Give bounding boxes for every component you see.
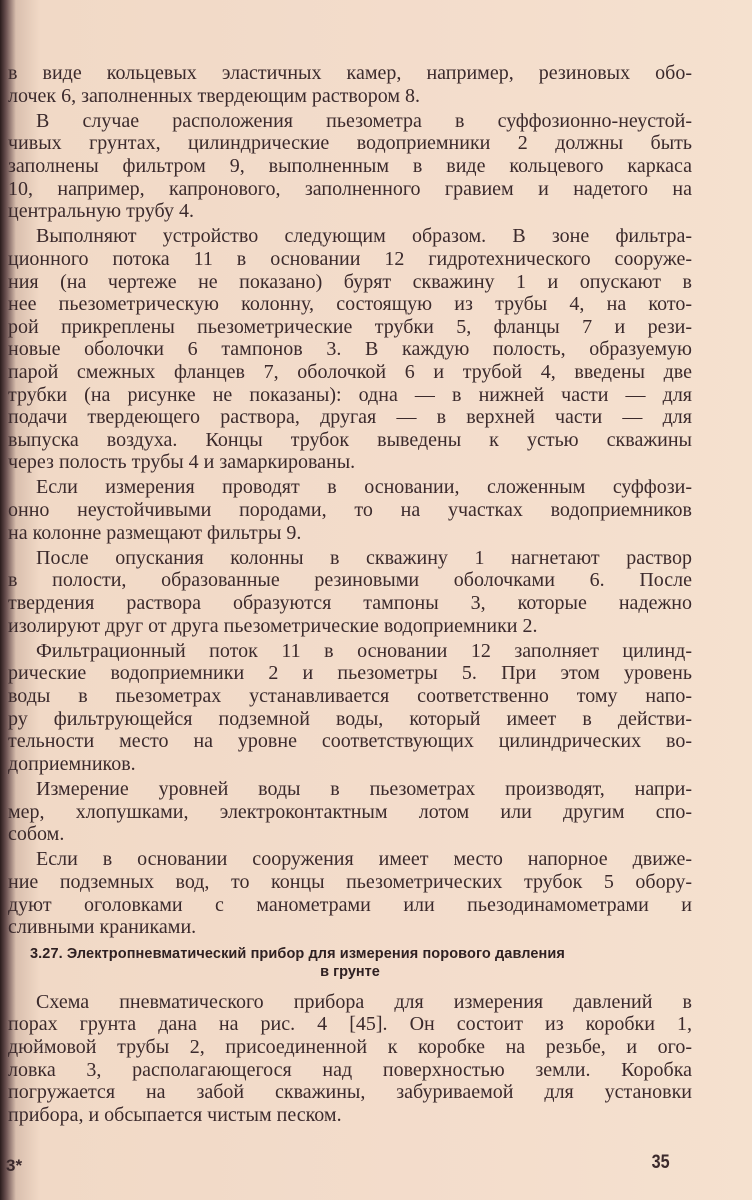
text-line: погружается на забой скважины, забуриваемой для установки: [8, 1081, 692, 1104]
text-line: трубки (на рисунке не показаны): одна — в нижней части — для: [8, 383, 692, 406]
text-line: твердения раствора образуются тампоны 3, которые надежно: [8, 592, 692, 615]
paragraph: [8, 778, 692, 846]
text-line: нее пьезометрическую колонну, состоящую из трубы 4, на кото-: [8, 293, 692, 316]
text-line: собом.: [8, 823, 65, 846]
text-line: Выполняют устройство следующим образом. В зоне фильтра-: [36, 225, 692, 248]
text-line: мер, хлопушками, электроконтактным лотом или другим спо-: [8, 800, 692, 823]
text-line: воды в пьезометрах устанавливается соответственно тому напо-: [8, 685, 692, 707]
paragraph: [8, 62, 692, 107]
text-line: подачи твердеющего раствора, другая — в верхней части — для: [8, 406, 692, 429]
text-line: центральную трубу 4.: [8, 200, 194, 223]
text-line: ловка 3, располагающегося над поверхностью земли. Коробка: [8, 1058, 692, 1081]
paragraph: [8, 110, 692, 223]
text-line: ционного потока 11 в основании 12 гидротехнического сооруже-: [8, 247, 692, 270]
text-line: выпуска воздуха. Концы трубок выведены к устью скважины: [8, 428, 692, 451]
paragraph: [8, 476, 692, 544]
text-line: 10, например, капронового, заполненного гравием и надетого на: [8, 177, 692, 200]
text-line: изолируют друг от друга пьезометрические водоприемники 2.: [8, 614, 538, 637]
text-line: онно неустойчивыми породами, то на участках водоприемников: [8, 499, 692, 522]
text-block-after-heading: [8, 991, 692, 1127]
text-line: ру фильтрующейся подземной воды, который имеет в действи-: [8, 707, 692, 730]
section-heading: [8, 945, 692, 981]
text-line: новые оболочки 6 тампонов 3. В каждую полость, образуемую: [8, 338, 692, 361]
text-line: через полость трубы 4 и замаркированы.: [8, 451, 356, 474]
text-line: После опускания колонны в скважину 1 нагнетают раствор: [36, 546, 692, 569]
paragraph: [8, 547, 692, 637]
text-line: В случае расположения пьезометра в суффозионно-неустой-: [36, 109, 692, 132]
paragraph: [8, 848, 692, 938]
text-line: Если измерения проводят в основании, сложенным суффози-: [36, 476, 692, 499]
text-line: рой прикреплены пьезометрические трубки 5, фланцы 7 и рези-: [8, 315, 692, 338]
text-line: доприемников.: [8, 752, 136, 775]
section-heading-line-2: в грунте: [320, 963, 380, 980]
text-block-before-heading: [8, 62, 692, 939]
text-line: Если в основании сооружения имеет место напорное движе-: [36, 848, 692, 871]
text-line: заполнены фильтром 9, выполненным в виде кольцевого каркаса: [8, 154, 692, 177]
page-number: 35: [651, 1152, 670, 1173]
text-line: Схема пневматического прибора для измерения давлений в: [36, 990, 692, 1013]
text-line: дуют оголовками с манометрами или пьезодинамометрами и: [8, 893, 692, 916]
text-line: Фильтрационный поток 11 в основании 12 заполняет цилинд-: [36, 639, 692, 662]
text-line: порах грунта дана на рис. 4 [45]. Он состоит из коробки 1,: [8, 1013, 692, 1036]
section-heading-line-1: 3.27. Электропневматический прибор для измерения порового давления: [30, 945, 565, 962]
text-line: сливными краниками.: [8, 916, 197, 939]
text-line: тельности место на уровне соответствующих цилиндрических во-: [8, 730, 692, 753]
text-line: парой смежных фланцев 7, оболочкой 6 и трубой 4, введены две: [8, 360, 692, 383]
text-line: в виде кольцевых эластичных камер, например, резиновых обо-: [8, 62, 692, 84]
book-page-body: [8, 62, 692, 1129]
text-line: на колонне размещают фильтры 9.: [8, 521, 302, 544]
text-line: в полости, образованные резиновыми оболочками 6. После: [8, 569, 692, 592]
text-line: прибора, и обсыпается чистым песком.: [8, 1103, 342, 1126]
text-line: ния (на чертеже не показано) бурят скважину 1 и опускают в: [8, 270, 692, 293]
paragraph: [8, 225, 692, 474]
text-line: чивых грунтах, цилиндрические водоприемники 2 должны быть: [8, 132, 692, 155]
text-line: ние подземных вод, то концы пьезометрических трубок 5 обору-: [8, 870, 692, 893]
text-line: лочек 6, заполненных твердеющим раствором 8.: [8, 84, 420, 107]
text-line: рические водоприемники 2 и пьезометры 5. При этом уровень: [8, 662, 692, 685]
paragraph: [8, 640, 692, 776]
text-line: Измерение уровней воды в пьезометрах производят, напри-: [36, 777, 692, 800]
signature-mark: 3*: [6, 1156, 23, 1175]
paragraph: [8, 991, 692, 1127]
text-line: дюймовой трубы 2, присоединенной к коробке на резьбе, и ого-: [8, 1035, 692, 1058]
